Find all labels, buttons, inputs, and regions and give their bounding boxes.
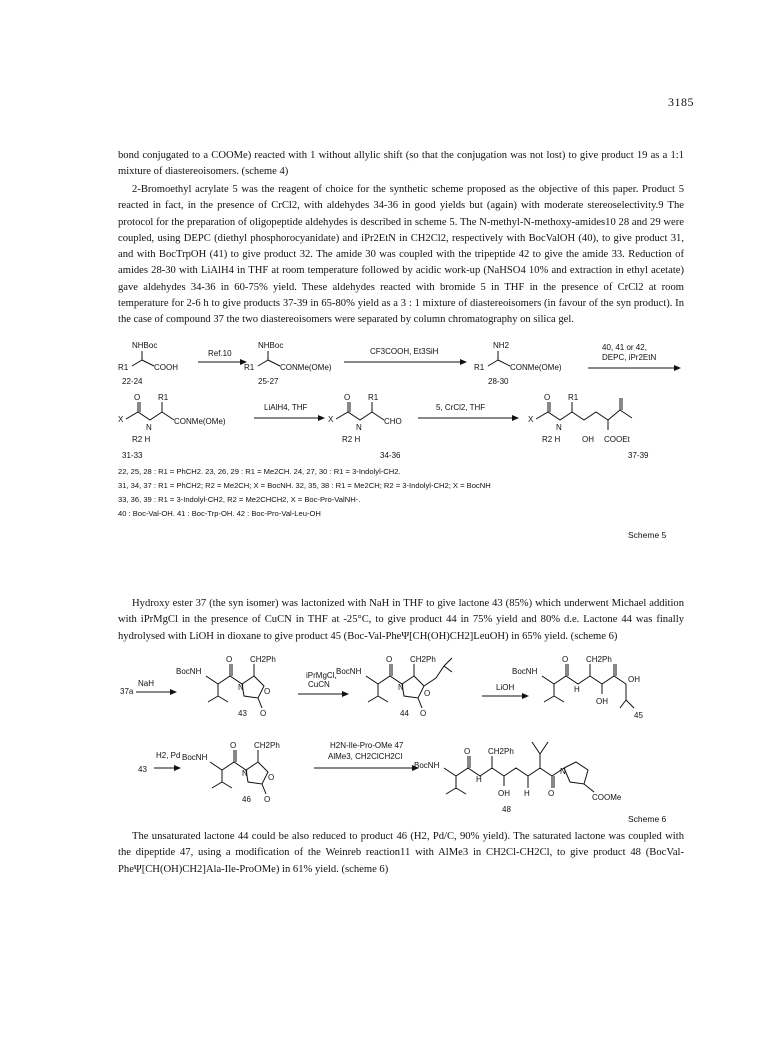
compound-34-36 — [328, 393, 402, 460]
oh-label: OH — [498, 789, 510, 798]
bocnh-label: BocNH — [336, 667, 362, 676]
reagent-h2-pd: H2, Pd — [156, 751, 181, 760]
h-label: H — [476, 775, 482, 784]
start-compound-43: 43 — [138, 765, 147, 774]
page-number: 3185 — [668, 95, 694, 109]
r1-label: R1 — [244, 363, 255, 372]
legend-line-1: 22, 25, 28 : R1 = PhCH2. 23, 26, 29 : R1 = Me2CH. 24, 27, 30 : R1 = 3-Indolyl-CH2. — [118, 467, 401, 476]
legend-line-2: 31, 34, 37 : R1 = PhCH2; R2 = Me2CH; X = BocNH. 32, 35, 38 : R1 = Me2CH; R2 = 3-Indolyl-CH2; X = BocNH — [118, 481, 491, 490]
compound-number: 25-27 — [258, 377, 279, 386]
carbonyl-o-label: O — [260, 709, 267, 718]
r1-label: R1 — [568, 393, 579, 402]
x-label: X — [118, 415, 124, 424]
r2-h-label: R2 H — [542, 435, 561, 444]
paragraph-2: 2-Bromoethyl acrylate 5 was the reagent of choice for the synthetic scheme proposed as the objective of this paper. Product 5 reacted in fact, in the presence of CrCl2, with aldehydes 34-36 in good yields but (again) with moderate stereoselectivity.9 The protocol for the preparation of oligopeptide aldehydes is described in scheme 5. The N-methyl-N-methoxy-amides10 28 and 29 were coupled, using DEPC (diethyl phosphorocyanidate) and iPr2EtN in CH2Cl2, respectively with BocValOH (40), to give product 31, and with BocTrpOH (41) to give product 32. The amide 30 was coupled with the tripeptide 42 to give the amide 33. Reduction of amides 28-30 with LiAlH4 in THF at room temperature followed by acidic work-up (NaHSO4 10% and extraction in ethyl acetate) gave aldehydes 34-36 in 60-75% yield. These aldehydes reacted with bromide 5 in THF in the presence of CrCl2 at room temperature for 2-6 h to give products 37-39 in 65-80% yield as a 3 : 1 mixture of diastereoisomers (in favour of the syn product). In the case of compound 37 the two diastereoisomers were separated by column chromatography on silica gel. — [118, 184, 684, 326]
ch2ph-label: CH2Ph — [410, 655, 436, 664]
compound-number: 28-30 — [488, 377, 509, 386]
reagent-crcl2: 5, CrCl2, THF — [436, 403, 486, 412]
paragraph-4: The unsaturated lactone 44 could be also reduced to product 46 (H2, Pd/C, 90% yield). The saturated lactone was coupled with the dipeptide 47, using a modification of the Weinreb reaction11 with AlMe3 in CH2Cl-CH2Cl, to give product 48 (BocVal-PheΨ[CH(OH)CH2]Ala-Ile-ProOMe) in 61% yield. (scheme 6) — [118, 831, 684, 875]
n-label: N — [146, 423, 152, 432]
bocnh-label: BocNH — [414, 761, 440, 770]
r1-label: R1 — [158, 393, 169, 402]
reagent-cucn: CuCN — [308, 680, 330, 689]
compound-number: 34-36 — [380, 451, 401, 460]
r2-h-label: R2 H — [342, 435, 361, 444]
acid-oh-label: OH — [628, 675, 640, 684]
ch2ph-label: CH2Ph — [254, 741, 280, 750]
oh-label: OH — [596, 697, 608, 706]
reagent-lialh4: LiAlH4, THF — [264, 403, 308, 412]
n-label: N — [556, 423, 562, 432]
compound-48 — [414, 742, 622, 814]
scheme-6-caption: Scheme 6 — [628, 814, 667, 824]
scheme-6-diagram — [118, 650, 684, 825]
n-label: N — [242, 769, 248, 778]
o-label: O — [386, 655, 393, 664]
compound-37-39 — [528, 393, 649, 460]
bocnh-label: BocNH — [176, 667, 202, 676]
compound-46 — [182, 741, 280, 804]
weinreb-amide-label: CONMe(OMe) — [174, 417, 226, 426]
cooh-label: COOH — [154, 363, 178, 372]
oh-label: OH — [582, 435, 594, 444]
reagent-ref10: Ref.10 — [208, 349, 232, 358]
reagent-dipeptide-47: H2N-Ile-Pro-OMe 47 — [330, 741, 404, 750]
compound-45 — [512, 655, 643, 720]
o-label: O — [464, 747, 471, 756]
legend-line-4: 40 : Boc-Val-OH. 41 : Boc-Trp-OH. 42 : Boc-Pro-Val-Leu-OH — [118, 509, 321, 518]
h2-label: H — [524, 789, 530, 798]
x-label: X — [328, 415, 334, 424]
ring-o-label: O — [268, 773, 275, 782]
o2-label: O — [548, 789, 555, 798]
compound-number: 37-39 — [628, 451, 649, 460]
o-label: O — [226, 655, 233, 664]
r1-label: R1 — [474, 363, 485, 372]
ch2ph-label: CH2Ph — [586, 655, 612, 664]
h-label: H — [574, 685, 580, 694]
reagent-alme3: AlMe3, CH2ClCH2Cl — [328, 752, 403, 761]
reagent-lioh: LiOH — [496, 683, 515, 692]
ring-o-label: O — [264, 687, 271, 696]
compound-number: 22-24 — [122, 377, 143, 386]
compound-43 — [176, 655, 276, 718]
ch2ph-label: CH2Ph — [250, 655, 276, 664]
cooet-label: COOEt — [604, 435, 630, 444]
ch2ph-label: CH2Ph — [488, 747, 514, 756]
nhboc-label: NHBoc — [258, 341, 284, 350]
compound-number: 31-33 — [122, 451, 143, 460]
cho-label: CHO — [384, 417, 402, 426]
pro-n-label: N — [560, 767, 566, 776]
o-label: O — [344, 393, 351, 402]
n-label: N — [356, 423, 362, 432]
compound-44 — [336, 655, 452, 718]
scheme-5-caption: Scheme 5 — [628, 530, 667, 540]
r1-label: R1 — [118, 363, 129, 372]
compound-number: 43 — [238, 709, 247, 718]
reagent-nah: NaH — [138, 679, 155, 688]
compound-number: 44 — [400, 709, 409, 718]
compound-31-33 — [118, 393, 226, 460]
nhboc-label: NHBoc — [132, 341, 158, 350]
bocnh-label: BocNH — [182, 753, 208, 762]
compound-number: 48 — [502, 805, 511, 814]
bocnh-label: BocNH — [512, 667, 538, 676]
weinreb-amide-label: CONMe(OMe) — [510, 363, 562, 372]
reagent-coupling-a: 40, 41 or 42, — [602, 343, 647, 352]
r2-h-label: R2 H — [132, 435, 151, 444]
o-label: O — [562, 655, 569, 664]
reagent-coupling-b: DEPC, iPr2EtN — [602, 353, 657, 362]
compound-28-30 — [474, 341, 562, 386]
scheme-5-diagram — [118, 340, 684, 558]
r1-label: R1 — [368, 393, 379, 402]
scheme-5-legend — [118, 467, 491, 518]
start-compound-37a: 37a — [120, 687, 134, 696]
ring-o-label: O — [424, 689, 431, 698]
compound-number: 46 — [242, 795, 251, 804]
paragraph-1: bond conjugated to a COOMe) reacted with 1 without allylic shift (so that the conjugation was not lost) to give product 19 as a 1:1 mixture of diastereoisomers. (scheme 4) — [118, 150, 684, 178]
compound-number: 45 — [634, 711, 643, 720]
reagent-tfa: CF3COOH, Et3SiH — [370, 347, 439, 356]
o-label: O — [230, 741, 237, 750]
carbonyl-o-label: O — [420, 709, 427, 718]
weinreb-amide-label: CONMe(OMe) — [280, 363, 332, 372]
o-label: O — [134, 393, 141, 402]
carbonyl-o-label: O — [264, 795, 271, 804]
legend-line-3: 33, 36, 39 : R1 = 3-Indolyl-CH2, R2 = Me2CHCH2, X = Boc-Pro-ValNH-. — [118, 495, 361, 504]
n-label: N — [398, 683, 404, 692]
compound-25-27 — [244, 341, 332, 386]
o-label: O — [544, 393, 551, 402]
coome-label: COOMe — [592, 793, 622, 802]
n-label: N — [238, 683, 244, 692]
x-label: X — [528, 415, 534, 424]
reagent-iprmgcl: iPrMgCl, — [306, 671, 337, 680]
compound-22-24 — [118, 341, 178, 386]
paragraph-3: Hydroxy ester 37 (the syn isomer) was lactonized with NaH in THF to give lactone 43 (85%) which underwent Michael addition with iPrMgCl in the presence of CuCN in THF at -25°C, to give product 44 in 75% yield and 80% d.e. Lactone 44 was finally hydrolysed with LiOH in dioxane to give product 45 (Boc-Val-PheΨ[CH(OH)CH2]LeuOH) in 65% yield. (scheme 6) — [118, 598, 684, 642]
nh2-label: NH2 — [493, 341, 510, 350]
